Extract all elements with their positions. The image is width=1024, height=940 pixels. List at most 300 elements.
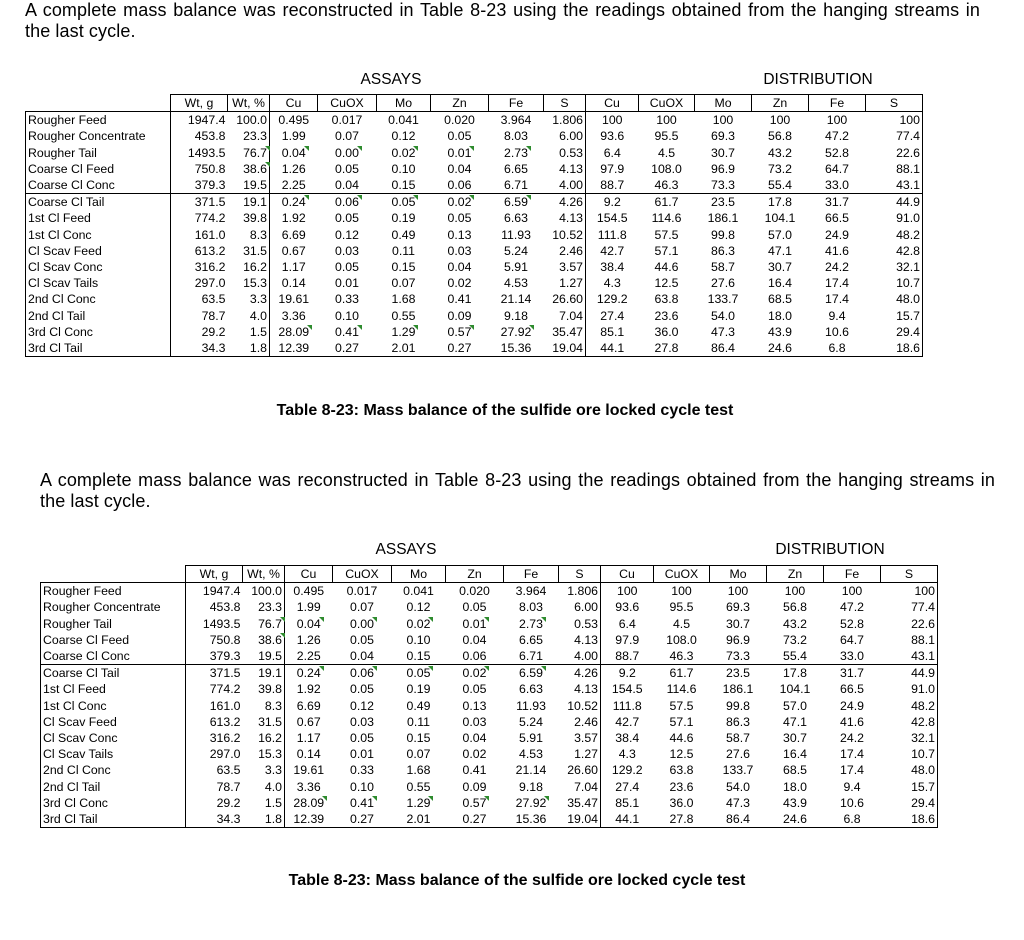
table-cell: 47.1 [768,243,792,258]
table-cell: 27.6 [711,276,735,291]
table-cell: 0.27 [431,340,489,357]
table-row [41,795,938,811]
distribution-group-label: DISTRIBUTION [763,71,873,88]
table-cell: 23.5 [726,666,750,681]
table-cell: 0.10 [406,632,431,647]
table-cell: 30.7 [783,730,807,745]
table-cell: 0.12 [391,129,416,144]
table-cell: 111.8 [597,227,627,242]
table-cell: 0.05 [350,632,374,647]
row-label: Cl Scav Tails [41,746,186,762]
table-row [41,762,938,778]
table-cell: 0.05 [335,259,359,274]
table-cell: 0.04 [462,730,487,745]
table-cell: 76.7 [243,616,285,632]
table-cell: 18.0 [768,308,792,323]
table-cell: 0.33 [335,292,359,307]
table-cell: 68.5 [768,292,792,307]
column-header: S [866,95,923,112]
table-cell: 91.0 [866,210,923,226]
table-cell: 613.2 [186,714,243,730]
table-cell: 1.26 [281,161,306,176]
table-cell: 0.12 [406,600,431,615]
table-cell: 47.2 [840,600,864,615]
column-header: Zn [431,95,489,112]
table-cell: 3.3 [228,291,270,307]
table-cell: 12.5 [669,747,694,762]
table-cell: 85.1 [600,324,625,339]
table-cell: 34.3 [171,340,228,357]
table-cell: 69.3 [726,600,750,615]
table-cell: 54.0 [711,308,735,323]
column-header: Cu [586,95,639,112]
table-cell: 0.41 [462,763,487,778]
table-cell: 27.8 [654,811,710,828]
row-label: Rougher Concentrate [26,128,171,144]
table-cell: 17.4 [840,747,864,762]
table-cell: 0.05 [447,129,472,144]
table-cell: 24.9 [840,698,864,713]
table-cell: 0.04 [335,178,359,193]
table-row [26,324,923,340]
column-header: Wt, % [228,95,270,112]
table-cell: 0.24 [296,666,321,681]
table-cell: 0.04 [281,145,306,160]
table-row [41,632,938,648]
table-cell: 54.0 [726,779,750,794]
table-cell: 30.7 [726,616,750,631]
table-cell: 24.2 [825,259,849,274]
table-cell: 47.1 [783,714,807,729]
table-cell: 4.13 [544,161,586,177]
row-label: 1st Cl Feed [41,681,186,697]
table-cell: 19.1 [228,194,270,211]
table-cell: 18.0 [783,779,807,794]
table-cell: 0.05 [462,682,487,697]
column-header: CuOX [318,95,377,112]
table-cell: 1.29 [406,795,431,810]
table-cell: 0.06 [447,178,472,193]
table-caption: Table 8-23: Mass balance of the sulfide ore locked cycle test [288,872,746,889]
intro-paragraph: A complete mass balance was reconstructed in Table 8-23 using the readings obtained from the hanging streams in the last cycle. [40,470,995,511]
row-label: Coarse Cl Conc [26,177,171,194]
table-cell: 3.36 [296,779,321,794]
table-cell: 61.7 [654,195,679,210]
table-cell: 1.68 [391,292,416,307]
table-cell: 8.03 [519,600,543,615]
table-cell: 0.09 [462,779,487,794]
table-row [26,128,923,144]
table-cell: 85.1 [615,795,640,810]
column-header: Zn [767,566,824,583]
table-cell: 154.5 [596,211,628,226]
table-cell: 32.1 [881,730,938,746]
table-cell: 4.53 [519,747,543,762]
table-row [26,307,923,323]
table-cell: 46.3 [669,649,694,664]
table-cell: 31.7 [840,666,864,681]
column-header: CuOX [639,95,695,112]
table-row [41,811,938,828]
table-cell: 4.0 [228,307,270,323]
table-cell: 100 [769,113,791,128]
table-cell: 68.5 [783,763,807,778]
table-cell: 0.041 [403,584,434,599]
row-label: 3rd Cl Tail [26,340,171,357]
table-cell: 316.2 [186,730,243,746]
table-cell: 16.4 [768,276,792,291]
table-cell: 0.41 [350,795,374,810]
table-cell: 17.4 [840,763,864,778]
table-cell: 453.8 [186,599,243,615]
table-cell: 6.65 [504,161,528,176]
column-header: Mo [377,95,431,112]
table-cell: 15.7 [866,307,923,323]
table-cell: 0.13 [447,227,472,242]
table-cell: 0.02 [391,145,416,160]
table-cell: 43.9 [783,795,807,810]
table-cell: 453.8 [171,128,228,144]
table-cell: 42.7 [600,243,625,258]
table-row [26,227,923,243]
table-cell: 2.25 [296,649,321,664]
column-header: S [544,95,586,112]
table-cell: 0.67 [281,243,306,258]
row-label: 3rd Cl Tail [41,811,186,828]
table-cell: 97.9 [600,161,625,176]
table-cell: 0.15 [391,259,416,274]
table-cell: 1947.4 [186,583,243,600]
table-cell: 46.3 [654,178,679,193]
table-row [41,681,938,697]
table-cell: 129.2 [596,292,628,307]
table-cell: 1.17 [281,259,306,274]
table-cell: 371.5 [186,665,243,682]
table-cell: 0.495 [293,584,325,599]
table-cell: 5.24 [519,714,543,729]
table-cell: 19.61 [278,292,310,307]
table-cell: 78.7 [171,307,228,323]
table-caption: Table 8-23: Mass balance of the sulfide ore locked cycle test [276,402,734,419]
table-cell: 0.01 [447,145,472,160]
table-cell: 6.69 [281,227,306,242]
table-cell: 9.4 [828,308,846,323]
table-cell: 0.57 [447,324,472,339]
mass-balance-table-lower [40,565,938,828]
table-row [26,291,923,307]
table-cell: 100.0 [243,583,285,600]
table-cell: 8.03 [504,129,528,144]
table-cell: 0.07 [406,747,431,762]
table-cell: 10.52 [559,698,601,714]
column-header: S [881,566,938,583]
table-cell: 23.5 [711,195,735,210]
table-cell: 100 [841,584,863,599]
table-cell: 0.020 [459,584,490,599]
table-cell: 26.60 [559,762,601,778]
table-row [26,161,923,177]
table-cell: 297.0 [186,746,243,762]
table-cell: 55.4 [783,649,807,664]
table-row [41,778,938,794]
table-cell: 774.2 [186,681,243,697]
table-cell: 23.6 [669,779,694,794]
table-cell: 17.4 [825,276,849,291]
table-cell: 48.0 [881,762,938,778]
table-cell: 66.5 [825,211,849,226]
table-cell: 38.6 [243,632,285,648]
table-cell: 97.9 [615,632,640,647]
table-cell: 0.03 [350,714,374,729]
table-cell: 0.05 [406,666,431,681]
table-cell: 3.57 [559,730,601,746]
table-cell: 100 [601,113,623,128]
table-cell: 6.00 [544,128,586,144]
table-cell: 95.5 [654,129,679,144]
column-header: Mo [392,566,446,583]
table-cell: 35.47 [544,324,586,340]
table-cell: 750.8 [186,632,243,648]
table-cell: 0.017 [331,113,363,128]
table-cell: 36.0 [654,324,679,339]
row-label: 2nd Cl Conc [26,291,171,307]
table-cell: 29.2 [171,324,228,340]
table-cell: 0.27 [333,811,392,828]
table-row [41,698,938,714]
table-cell: 0.12 [335,227,359,242]
table-cell: 44.6 [669,730,694,745]
section-lower [40,470,995,512]
table-cell: 27.6 [726,747,750,762]
column-header: Wt, g [186,566,243,583]
table-cell: 0.02 [406,616,431,631]
table-cell: 0.017 [346,584,378,599]
table-cell: 48.0 [866,291,923,307]
table-cell: 15.7 [881,778,938,794]
table-cell: 2.73 [519,616,543,631]
table-cell: 19.1 [243,665,285,682]
table-cell: 9.2 [618,666,636,681]
table-cell: 35.47 [559,795,601,811]
table-cell: 41.6 [825,243,849,258]
table-cell: 1.26 [296,632,321,647]
table-cell: 0.05 [462,600,487,615]
table-cell: 6.63 [504,211,528,226]
table-row [26,177,923,194]
table-cell: 16.4 [783,747,807,762]
table-cell: 6.69 [296,698,321,713]
table-cell: 24.2 [840,730,864,745]
column-header: CuOX [654,566,710,583]
table-cell: 33.0 [840,649,864,664]
table-cell: 44.6 [654,259,679,274]
row-label: 2nd Cl Tail [26,307,171,323]
table-cell: 44.1 [601,811,654,828]
column-header: S [559,566,601,583]
table-cell: 6.71 [519,649,543,664]
table-cell: 58.7 [726,730,750,745]
table-cell: 613.2 [171,243,228,259]
table-cell: 43.1 [866,177,923,194]
table-cell: 34.3 [186,811,243,828]
table-cell: 1.17 [296,730,321,745]
table-cell: 16.2 [228,259,270,275]
table-cell: 0.05 [350,730,374,745]
table-row [41,616,938,632]
table-cell: 57.5 [654,227,679,242]
table-cell: 0.03 [447,243,472,258]
table-cell: 3.3 [243,762,285,778]
table-cell: 154.5 [611,682,643,697]
table-cell: 42.7 [615,714,640,729]
table-cell: 1.92 [281,211,306,226]
table-cell: 108.0 [651,161,682,176]
table-cell: 133.7 [722,763,754,778]
table-cell: 7.04 [559,778,601,794]
table-cell: 133.7 [707,292,739,307]
table-cell: 0.05 [335,161,359,176]
table-cell: 93.6 [615,600,640,615]
table-cell: 100 [616,584,638,599]
table-cell: 1.27 [544,275,586,291]
table-cell: 0.02 [447,195,472,210]
table-cell: 0.27 [318,340,377,357]
table-cell: 4.00 [559,648,601,665]
table-cell: 100 [784,584,806,599]
table-cell: 21.14 [500,292,532,307]
table-cell: 91.0 [881,681,938,697]
table-cell: 33.0 [825,178,849,193]
table-cell: 186.1 [722,682,754,697]
table-cell: 1.806 [559,583,601,600]
table-cell: 73.2 [783,632,807,647]
column-header: Fe [809,95,866,112]
table-cell: 4.13 [559,632,601,648]
table-cell: 78.7 [186,778,243,794]
table-cell: 43.9 [768,324,792,339]
table-cell: 47.3 [711,324,735,339]
table-cell: 15.3 [228,275,270,291]
table-cell: 6.8 [809,340,866,357]
table-cell: 56.8 [768,129,792,144]
table-cell: 3.964 [500,113,532,128]
table-cell: 3.57 [544,259,586,275]
table-cell: 2.01 [392,811,446,828]
header-blank [26,95,171,112]
table-cell: 0.33 [350,763,374,778]
row-label: Rougher Concentrate [41,599,186,615]
table-cell: 27.92 [500,324,532,339]
table-cell: 39.8 [243,681,285,697]
table-cell: 0.15 [391,178,416,193]
table-cell: 104.1 [764,211,796,226]
table-cell: 24.6 [767,811,824,828]
table-cell: 0.15 [406,649,431,664]
table-cell: 86.3 [711,243,735,258]
table-cell: 100 [866,112,923,129]
table-cell: 57.1 [654,243,679,258]
table-cell: 28.09 [278,324,310,339]
table-cell: 0.19 [406,682,431,697]
table-cell: 57.0 [783,698,807,713]
table-cell: 161.0 [171,227,228,243]
table-cell: 86.4 [695,340,752,357]
table-cell: 8.3 [243,698,285,714]
row-label: 1st Cl Feed [26,210,171,226]
table-cell: 9.2 [603,195,621,210]
table-cell: 9.18 [519,779,543,794]
table-cell: 10.7 [881,746,938,762]
table-cell: 24.6 [752,340,809,357]
table-cell: 96.9 [711,161,735,176]
table-cell: 24.9 [825,227,849,242]
table-cell: 7.04 [544,307,586,323]
column-header: Cu [601,566,654,583]
table-cell: 0.06 [335,195,359,210]
table-cell: 76.7 [228,145,270,161]
table-cell: 0.03 [335,243,359,258]
table-row [26,243,923,259]
table-cell: 95.5 [669,600,694,615]
column-header: Fe [504,566,559,583]
table-cell: 100 [881,583,938,600]
table-cell: 100 [656,113,677,128]
table-cell: 19.61 [293,763,325,778]
table-cell: 4.26 [559,665,601,682]
row-label: 3rd Cl Conc [41,795,186,811]
row-label: Coarse Cl Conc [41,648,186,665]
table-cell: 73.2 [768,161,792,176]
table-cell: 17.8 [768,195,792,210]
table-cell: 0.10 [350,779,374,794]
column-header: Mo [695,95,752,112]
column-header: Zn [752,95,809,112]
table-cell: 10.6 [825,324,849,339]
table-row [26,145,923,161]
table-cell: 108.0 [666,632,697,647]
table-row [26,210,923,226]
table-cell: 38.4 [615,730,640,745]
table-cell: 26.60 [544,291,586,307]
table-cell: 1.99 [281,129,306,144]
table-cell: 0.11 [391,243,416,258]
table-cell: 31.7 [825,195,849,210]
table-cell: 77.4 [881,599,938,615]
table-cell: 12.39 [270,340,318,357]
row-label: Cl Scav Feed [26,243,171,259]
table-cell: 297.0 [171,275,228,291]
row-label: Cl Scav Tails [26,275,171,291]
header-blank [41,566,186,583]
table-cell: 0.55 [391,308,416,323]
table-cell: 11.93 [516,698,546,713]
table-cell: 0.02 [462,666,487,681]
table-row [41,583,938,600]
table-cell: 1493.5 [186,616,243,632]
table-cell: 48.2 [881,698,938,714]
table-cell: 19.5 [243,648,285,665]
row-label: Coarse Cl Tail [41,665,186,682]
table-cell: 69.3 [711,129,735,144]
table-cell: 186.1 [707,211,739,226]
table-cell: 57.1 [669,714,694,729]
table-cell: 4.53 [504,276,528,291]
table-row [41,599,938,615]
table-cell: 6.00 [559,599,601,615]
table-cell: 77.4 [866,128,923,144]
table-cell: 379.3 [186,648,243,665]
section-upper [25,0,980,42]
